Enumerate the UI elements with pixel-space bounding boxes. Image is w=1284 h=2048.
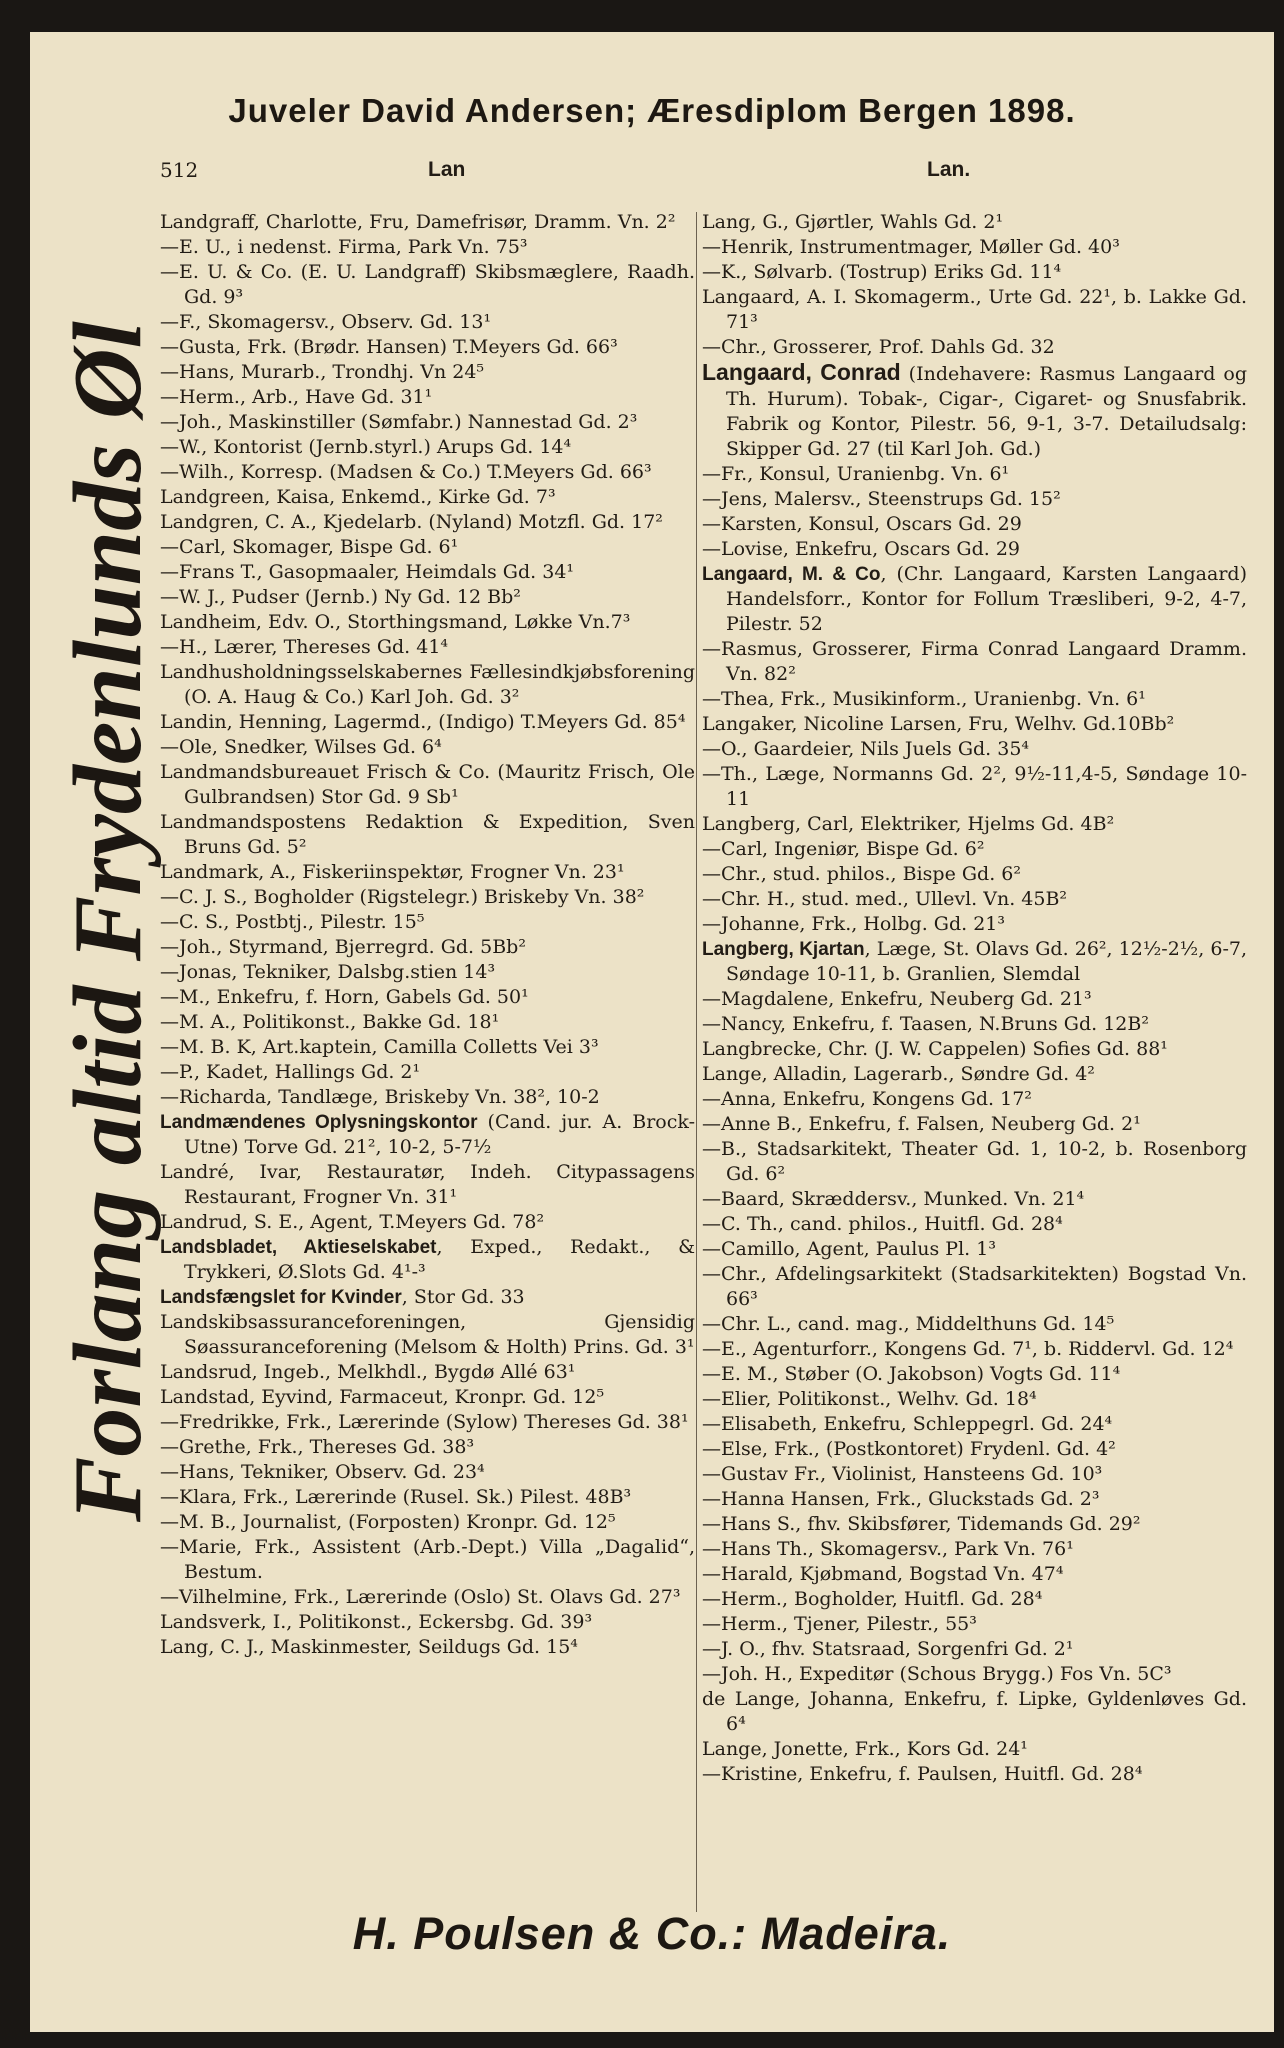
directory-entry xyxy=(702,562,1247,637)
entry-text: —Hans, Murarb., Trondhj. Vn 24⁵ xyxy=(160,361,485,383)
entry-text: —Klara, Frk., Lærerinde (Rusel. Sk.) Pilest. 48B³ xyxy=(160,1486,632,1508)
entry-bold-name: Langaard, Conrad xyxy=(702,359,901,385)
directory-entry xyxy=(160,1535,695,1585)
entry-text: —Th., Læge, Normanns Gd. 2², 9½-11,4-5, Søndage 10-11 xyxy=(702,763,1247,810)
entry-text: —Johanne, Frk., Holbg. Gd. 21³ xyxy=(702,913,1006,935)
entry-text: —Nancy, Enkefru, f. Taasen, N.Bruns Gd. 12B² xyxy=(702,1013,1149,1035)
directory-entry xyxy=(160,485,695,510)
entry-text: —Chr., stud. philos., Bispe Gd. 6² xyxy=(702,863,1021,885)
entry-text: Landmandspostens Redaktion & Expedition, Sven Bruns Gd. 5² xyxy=(160,811,695,858)
entry-text: —Camillo, Agent, Paulus Pl. 1³ xyxy=(702,1238,996,1260)
entry-text: —C. Th., cand. philos., Huitfl. Gd. 28⁴ xyxy=(702,1213,1063,1235)
entry-text: —Wilh., Korresp. (Madsen & Co.) T.Meyers Gd. 66³ xyxy=(160,461,652,483)
directory-entry xyxy=(702,1037,1247,1062)
directory-entry xyxy=(160,310,695,335)
top-advertisement-banner: Juveler David Andersen; Æresdiplom Bergen 1898. xyxy=(228,92,1076,129)
directory-entry xyxy=(702,1637,1247,1662)
entry-bold-name: Landsfængslet for Kvinder xyxy=(160,1287,402,1308)
entry-text: Lange, Alladin, Lagerarb., Søndre Gd. 4² xyxy=(702,1063,1095,1085)
entry-text: —Rasmus, Grosserer, Firma Conrad Langaard Dramm. Vn. 82² xyxy=(702,638,1247,685)
directory-entry xyxy=(702,1462,1247,1487)
entry-text: —Hanna Hansen, Frk., Gluckstads Gd. 2³ xyxy=(702,1488,1100,1510)
entry-text: —Hans, Tekniker, Observ. Gd. 23⁴ xyxy=(160,1461,485,1483)
entry-text: (Indehavere: Rasmus Langaard og Th. Hurum). Tobak-, Cigar-, Cigaret- og Snusfabrik. Fabrik og Kontor, Pilestr. 56, 9-1, 3-7. Detailudsalg: Skipper Gd. 27 (til Karl Joh. Gd.) xyxy=(726,363,1247,460)
entry-text: —Joh., Maskinstiller (Sømfabr.) Nannestad Gd. 2³ xyxy=(160,411,638,433)
directory-entry xyxy=(702,987,1247,1012)
directory-entry xyxy=(160,1610,695,1635)
directory-entry xyxy=(160,1110,695,1160)
entry-text: —Ole, Snedker, Wilses Gd. 6⁴ xyxy=(160,736,442,758)
directory-entry xyxy=(702,1187,1247,1212)
entry-text: —E., Agenturforr., Kongens Gd. 7¹, b. Riddervl. Gd. 12⁴ xyxy=(702,1338,1234,1360)
directory-entry xyxy=(702,1587,1247,1612)
entry-text: , Stor Gd. 33 xyxy=(401,1286,525,1308)
directory-entry xyxy=(702,210,1247,235)
directory-page xyxy=(30,32,1274,2032)
entry-text: Landré, Ivar, Restauratør, Indeh. Citypassagens Restaurant, Frogner Vn. 31¹ xyxy=(160,1161,695,1208)
directory-entry xyxy=(702,260,1247,285)
entry-bold-name: Langaard, M. & Co xyxy=(702,564,881,585)
directory-entry xyxy=(702,812,1247,837)
directory-entry xyxy=(702,1212,1247,1237)
entry-text: —Baard, Skræddersv., Munked. Vn. 21⁴ xyxy=(702,1188,1085,1210)
directory-entry xyxy=(160,1085,695,1110)
directory-entry xyxy=(702,1487,1247,1512)
directory-entry xyxy=(160,1210,695,1235)
directory-entry xyxy=(702,1062,1247,1087)
entry-text: —Herm., Bogholder, Huitfl. Gd. 28⁴ xyxy=(702,1588,1043,1610)
entry-text: —Hans S., fhv. Skibsfører, Tidemands Gd. 29² xyxy=(702,1513,1141,1535)
directory-entry xyxy=(702,1337,1247,1362)
directory-entry xyxy=(702,537,1247,562)
entry-text: —M. B., Journalist, (Forposten) Kronpr. Gd. 12⁵ xyxy=(160,1511,616,1533)
directory-entry xyxy=(160,1160,695,1210)
page-number: 512 xyxy=(160,158,199,182)
directory-entry xyxy=(702,512,1247,537)
entry-text: Landmark, A., Fiskeriinspektør, Frogner Vn. 23¹ xyxy=(160,861,625,883)
directory-entry xyxy=(702,937,1247,987)
entry-text: —Chr. H., stud. med., Ullevl. Vn. 45B² xyxy=(702,888,1068,910)
directory-entry xyxy=(160,1385,695,1410)
directory-entry xyxy=(702,1112,1247,1137)
entry-text: —Marie, Frk., Assistent (Arb.-Dept.) Villa „Dagalid“, Bestum. xyxy=(160,1536,695,1583)
directory-entry xyxy=(160,735,695,760)
directory-entry xyxy=(160,860,695,885)
directory-entry xyxy=(702,1737,1247,1762)
directory-entry xyxy=(702,887,1247,912)
directory-entry xyxy=(160,560,695,585)
directory-entry xyxy=(160,235,695,260)
entry-text: Landheim, Edv. O., Storthingsmand, Løkke Vn.7³ xyxy=(160,611,631,633)
entry-text: —Jonas, Tekniker, Dalsbg.stien 14³ xyxy=(160,961,496,983)
directory-entry xyxy=(702,487,1247,512)
entry-text: —M., Enkefru, f. Horn, Gabels Gd. 50¹ xyxy=(160,986,529,1008)
entry-text: Lange, Jonette, Frk., Kors Gd. 24¹ xyxy=(702,1738,1028,1760)
entry-text: Landskibsassuranceforeningen, Gjensidig Søassuranceforening (Melsom & Holth) Prins. Gd. 3¹ xyxy=(160,1311,695,1358)
entry-text: —W., Kontorist (Jernb.styrl.) Arups Gd. 14⁴ xyxy=(160,436,572,458)
directory-entry xyxy=(160,1360,695,1385)
directory-entry xyxy=(702,1087,1247,1112)
directory-entry xyxy=(702,1362,1247,1387)
directory-entry xyxy=(160,210,695,235)
running-header-left: Lan xyxy=(428,158,466,181)
entry-text: —P., Kadet, Hallings Gd. 2¹ xyxy=(160,1061,421,1083)
left-column xyxy=(160,210,695,1660)
entry-text: Landhusholdningsselskabernes Fællesindkjøbsforening (O. A. Haug & Co.) Karl Joh. Gd. 3² xyxy=(160,661,695,708)
entry-text: —Karsten, Konsul, Oscars Gd. 29 xyxy=(702,513,1022,535)
directory-entry xyxy=(160,1435,695,1460)
directory-entry xyxy=(160,335,695,360)
directory-entry xyxy=(160,1035,695,1060)
entry-text: —Vilhelmine, Frk., Lærerinde (Oslo) St. Olavs Gd. 27³ xyxy=(160,1586,681,1608)
entry-text: —M. B. K, Art.kaptein, Camilla Colletts Vei 3³ xyxy=(160,1036,599,1058)
directory-entry xyxy=(160,910,695,935)
directory-entry xyxy=(702,762,1247,812)
directory-entry xyxy=(160,1485,695,1510)
entry-text: —Lovise, Enkefru, Oscars Gd. 29 xyxy=(702,538,1020,560)
directory-entry xyxy=(160,810,695,860)
entry-text: —Elier, Politikonst., Welhv. Gd. 18⁴ xyxy=(702,1388,1037,1410)
directory-entry xyxy=(160,960,695,985)
entry-text: —Else, Frk., (Postkontoret) Frydenl. Gd. 4² xyxy=(702,1438,1116,1460)
directory-entry xyxy=(160,610,695,635)
directory-entry xyxy=(160,1310,695,1360)
entry-text: —F., Skomagersv., Observ. Gd. 13¹ xyxy=(160,311,492,333)
directory-entry xyxy=(160,410,695,435)
entry-text: —Chr. L., cand. mag., Middelthuns Gd. 14⁵ xyxy=(702,1313,1115,1335)
directory-entry xyxy=(160,385,695,410)
entry-text: Landin, Henning, Lagermd., (Indigo) T.Meyers Gd. 85⁴ xyxy=(160,711,686,733)
entry-text: —K., Sølvarb. (Tostrup) Eriks Gd. 11⁴ xyxy=(702,261,1062,283)
directory-entry xyxy=(160,1235,695,1285)
directory-entry xyxy=(702,235,1247,260)
directory-entry xyxy=(160,585,695,610)
entry-text: Langbrecke, Chr. (J. W. Cappelen) Sofies Gd. 88¹ xyxy=(702,1038,1168,1060)
entry-text: Landgren, C. A., Kjedelarb. (Nyland) Motzfl. Gd. 17² xyxy=(160,511,663,533)
directory-entry xyxy=(702,1412,1247,1437)
directory-entry xyxy=(160,435,695,460)
directory-entry xyxy=(702,1262,1247,1312)
entry-text: —Richarda, Tandlæge, Briskeby Vn. 38², 10-2 xyxy=(160,1086,600,1108)
entry-text: —Magdalene, Enkefru, Neuberg Gd. 21³ xyxy=(702,988,1092,1010)
entry-text: —Herm., Arb., Have Gd. 31¹ xyxy=(160,386,433,408)
entry-text: —E. U., i nedenst. Firma, Park Vn. 75³ xyxy=(160,236,528,258)
entry-text: , Læge, St. Olavs Gd. 26², 12½-2½, 6-7, Søndage 10-11, b. Granlien, Slemdal xyxy=(726,938,1247,985)
directory-entry xyxy=(702,360,1247,462)
entry-text: (Cand. jur. A. Brock-Utne) Torve Gd. 21², 10-2, 5-7½ xyxy=(184,1111,695,1158)
entry-text: Langaker, Nicoline Larsen, Fru, Welhv. Gd.10Bb² xyxy=(702,713,1175,735)
entry-text: —E. M., Støber (O. Jakobson) Vogts Gd. 11⁴ xyxy=(702,1363,1121,1385)
entry-text: Langberg, Carl, Elektriker, Hjelms Gd. 4B² xyxy=(702,813,1115,835)
entry-bold-name: Langberg, Kjartan xyxy=(702,939,865,960)
directory-entry xyxy=(702,862,1247,887)
entry-text: —M. A., Politikonst., Bakke Gd. 18¹ xyxy=(160,1011,500,1033)
entry-text: Langaard, A. I. Skomagerm., Urte Gd. 22¹, b. Lakke Gd. 71³ xyxy=(702,286,1247,333)
directory-entry xyxy=(702,1387,1247,1412)
entry-text: —C. S., Postbtj., Pilestr. 15⁵ xyxy=(160,911,425,933)
directory-entry xyxy=(160,260,695,310)
entry-text: —Joh. H., Expeditør (Schous Brygg.) Fos Vn. 5C³ xyxy=(702,1663,1172,1685)
entry-bold-name: Landsbladet, Aktieselskabet xyxy=(160,1237,437,1258)
directory-entry xyxy=(160,535,695,560)
entry-text: Landstad, Eyvind, Farmaceut, Kronpr. Gd. 12⁵ xyxy=(160,1386,605,1408)
entry-text: —Frans T., Gasopmaaler, Heimdals Gd. 34¹ xyxy=(160,561,575,583)
side-advertisement: Forlang altid Frydenlunds Øl xyxy=(54,321,162,1522)
directory-entry xyxy=(160,660,695,710)
entry-text: Lang, G., Gjørtler, Wahls Gd. 2¹ xyxy=(702,211,1004,233)
entry-text: Landmandsbureauet Frisch & Co. (Mauritz Frisch, Ole Gulbrandsen) Stor Gd. 9 Sb¹ xyxy=(160,761,695,808)
entry-text: —O., Gaardeier, Nils Juels Gd. 35⁴ xyxy=(702,738,1030,760)
entry-text: —Chr., Grosserer, Prof. Dahls Gd. 32 xyxy=(702,336,1055,358)
directory-entry xyxy=(702,1512,1247,1537)
directory-entry xyxy=(160,1410,695,1435)
entry-text: —Herm., Tjener, Pilestr., 55³ xyxy=(702,1613,977,1635)
entry-bold-name: Landmændenes Oplysningskontor xyxy=(160,1112,478,1133)
directory-entry xyxy=(702,1137,1247,1187)
entry-text: —W. J., Pudser (Jernb.) Ny Gd. 12 Bb² xyxy=(160,586,521,608)
entry-text: —Henrik, Instrumentmager, Møller Gd. 40³ xyxy=(702,236,1120,258)
entry-text: —Thea, Frk., Musikinform., Uranienbg. Vn. 6¹ xyxy=(702,688,1146,710)
entry-text: —Jens, Malersv., Steenstrups Gd. 15² xyxy=(702,488,1061,510)
directory-entry xyxy=(702,712,1247,737)
directory-entry xyxy=(160,1510,695,1535)
directory-entry xyxy=(702,1562,1247,1587)
directory-entry xyxy=(160,1460,695,1485)
directory-entry xyxy=(160,885,695,910)
entry-text: —Carl, Ingeniør, Bispe Gd. 6² xyxy=(702,838,985,860)
entry-text: —Fr., Konsul, Uranienbg. Vn. 6¹ xyxy=(702,463,1010,485)
entry-text: —Anna, Enkefru, Kongens Gd. 17² xyxy=(702,1088,1032,1110)
entry-text: —Anne B., Enkefru, f. Falsen, Neuberg Gd. 2¹ xyxy=(702,1113,1141,1135)
running-header-right: Lan. xyxy=(927,158,971,181)
entry-text: Landrud, S. E., Agent, T.Meyers Gd. 78² xyxy=(160,1211,545,1233)
directory-entry xyxy=(702,1662,1247,1687)
column-divider xyxy=(696,212,697,1912)
entry-text: —J. O., fhv. Statsraad, Sorgenfri Gd. 2¹ xyxy=(702,1638,1074,1660)
directory-entry xyxy=(702,687,1247,712)
directory-entry xyxy=(160,460,695,485)
directory-entry xyxy=(702,1537,1247,1562)
directory-entry xyxy=(702,1687,1247,1737)
directory-entry xyxy=(160,985,695,1010)
entry-text: —C. J. S., Bogholder (Rigstelegr.) Briskeby Vn. 38² xyxy=(160,886,645,908)
entry-text: —Joh., Styrmand, Bjerregrd. Gd. 5Bb² xyxy=(160,936,526,958)
entry-text: —Elisabeth, Enkefru, Schleppegrl. Gd. 24⁴ xyxy=(702,1413,1113,1435)
directory-entry xyxy=(160,1010,695,1035)
directory-entry xyxy=(160,935,695,960)
directory-entry xyxy=(702,462,1247,487)
entry-text: —Gusta, Frk. (Brødr. Hansen) T.Meyers Gd. 66³ xyxy=(160,336,618,358)
entry-text: Landgreen, Kaisa, Enkemd., Kirke Gd. 7³ xyxy=(160,486,556,508)
directory-entry xyxy=(702,335,1247,360)
entry-text: —Chr., Afdelingsarkitekt (Stadsarkitekten) Bogstad Vn. 66³ xyxy=(702,1263,1247,1310)
bottom-advertisement-banner: H. Poulsen & Co.: Madeira. xyxy=(352,1908,952,1959)
directory-entry xyxy=(160,635,695,660)
directory-entry xyxy=(702,837,1247,862)
directory-entry xyxy=(702,1612,1247,1637)
entry-text: —Hans Th., Skomagersv., Park Vn. 76¹ xyxy=(702,1538,1074,1560)
entry-text: —H., Lærer, Thereses Gd. 41⁴ xyxy=(160,636,449,658)
directory-entry xyxy=(160,1285,695,1310)
directory-entry xyxy=(160,710,695,735)
entry-text: de Lange, Johanna, Enkefru, f. Lipke, Gyldenløves Gd. 6⁴ xyxy=(702,1688,1247,1735)
entry-text: Landgraff, Charlotte, Fru, Damefrisør, Dramm. Vn. 2² xyxy=(160,211,676,233)
entry-text: Landsrud, Ingeb., Melkhdl., Bygdø Allé 63¹ xyxy=(160,1361,576,1383)
entry-text: —Grethe, Frk., Thereses Gd. 38³ xyxy=(160,1436,475,1458)
directory-entry xyxy=(702,637,1247,687)
directory-entry xyxy=(702,1012,1247,1037)
directory-entry xyxy=(160,1060,695,1085)
entry-text: —Kristine, Enkefru, f. Paulsen, Huitfl. Gd. 28⁴ xyxy=(702,1763,1143,1785)
directory-entry xyxy=(702,1237,1247,1262)
directory-entry xyxy=(702,737,1247,762)
directory-entry xyxy=(702,1762,1247,1787)
entry-text: , (Chr. Langaard, Karsten Langaard) Handelsforr., Kontor for Follum Træsliberi, 9-2, 4-7, Pilestr. 52 xyxy=(726,563,1247,635)
directory-entry xyxy=(160,510,695,535)
directory-entry xyxy=(160,360,695,385)
right-column xyxy=(702,210,1247,1787)
directory-entry xyxy=(702,1312,1247,1337)
entry-text: —Harald, Kjøbmand, Bogstad Vn. 47⁴ xyxy=(702,1563,1064,1585)
directory-entry xyxy=(702,285,1247,335)
entry-text: , Exped., Redakt., & Trykkeri, Ø.Slots Gd. 4¹-³ xyxy=(184,1236,695,1283)
directory-entry xyxy=(702,912,1247,937)
directory-entry xyxy=(160,1585,695,1610)
entry-text: Landsverk, I., Politikonst., Eckersbg. Gd. 39³ xyxy=(160,1611,593,1633)
directory-entry xyxy=(160,760,695,810)
entry-text: Lang, C. J., Maskinmester, Seildugs Gd. 15⁴ xyxy=(160,1636,578,1658)
directory-entry xyxy=(160,1635,695,1660)
directory-entry xyxy=(702,1437,1247,1462)
entry-text: —B., Stadsarkitekt, Theater Gd. 1, 10-2, b. Rosenborg Gd. 6² xyxy=(702,1138,1247,1185)
entry-text: —Fredrikke, Frk., Lærerinde (Sylow) Thereses Gd. 38¹ xyxy=(160,1411,689,1433)
entry-text: —Gustav Fr., Violinist, Hansteens Gd. 10³ xyxy=(702,1463,1103,1485)
entry-text: —E. U. & Co. (E. U. Landgraff) Skibsmæglere, Raadh. Gd. 9³ xyxy=(160,261,695,308)
entry-text: —Carl, Skomager, Bispe Gd. 6¹ xyxy=(160,536,459,558)
